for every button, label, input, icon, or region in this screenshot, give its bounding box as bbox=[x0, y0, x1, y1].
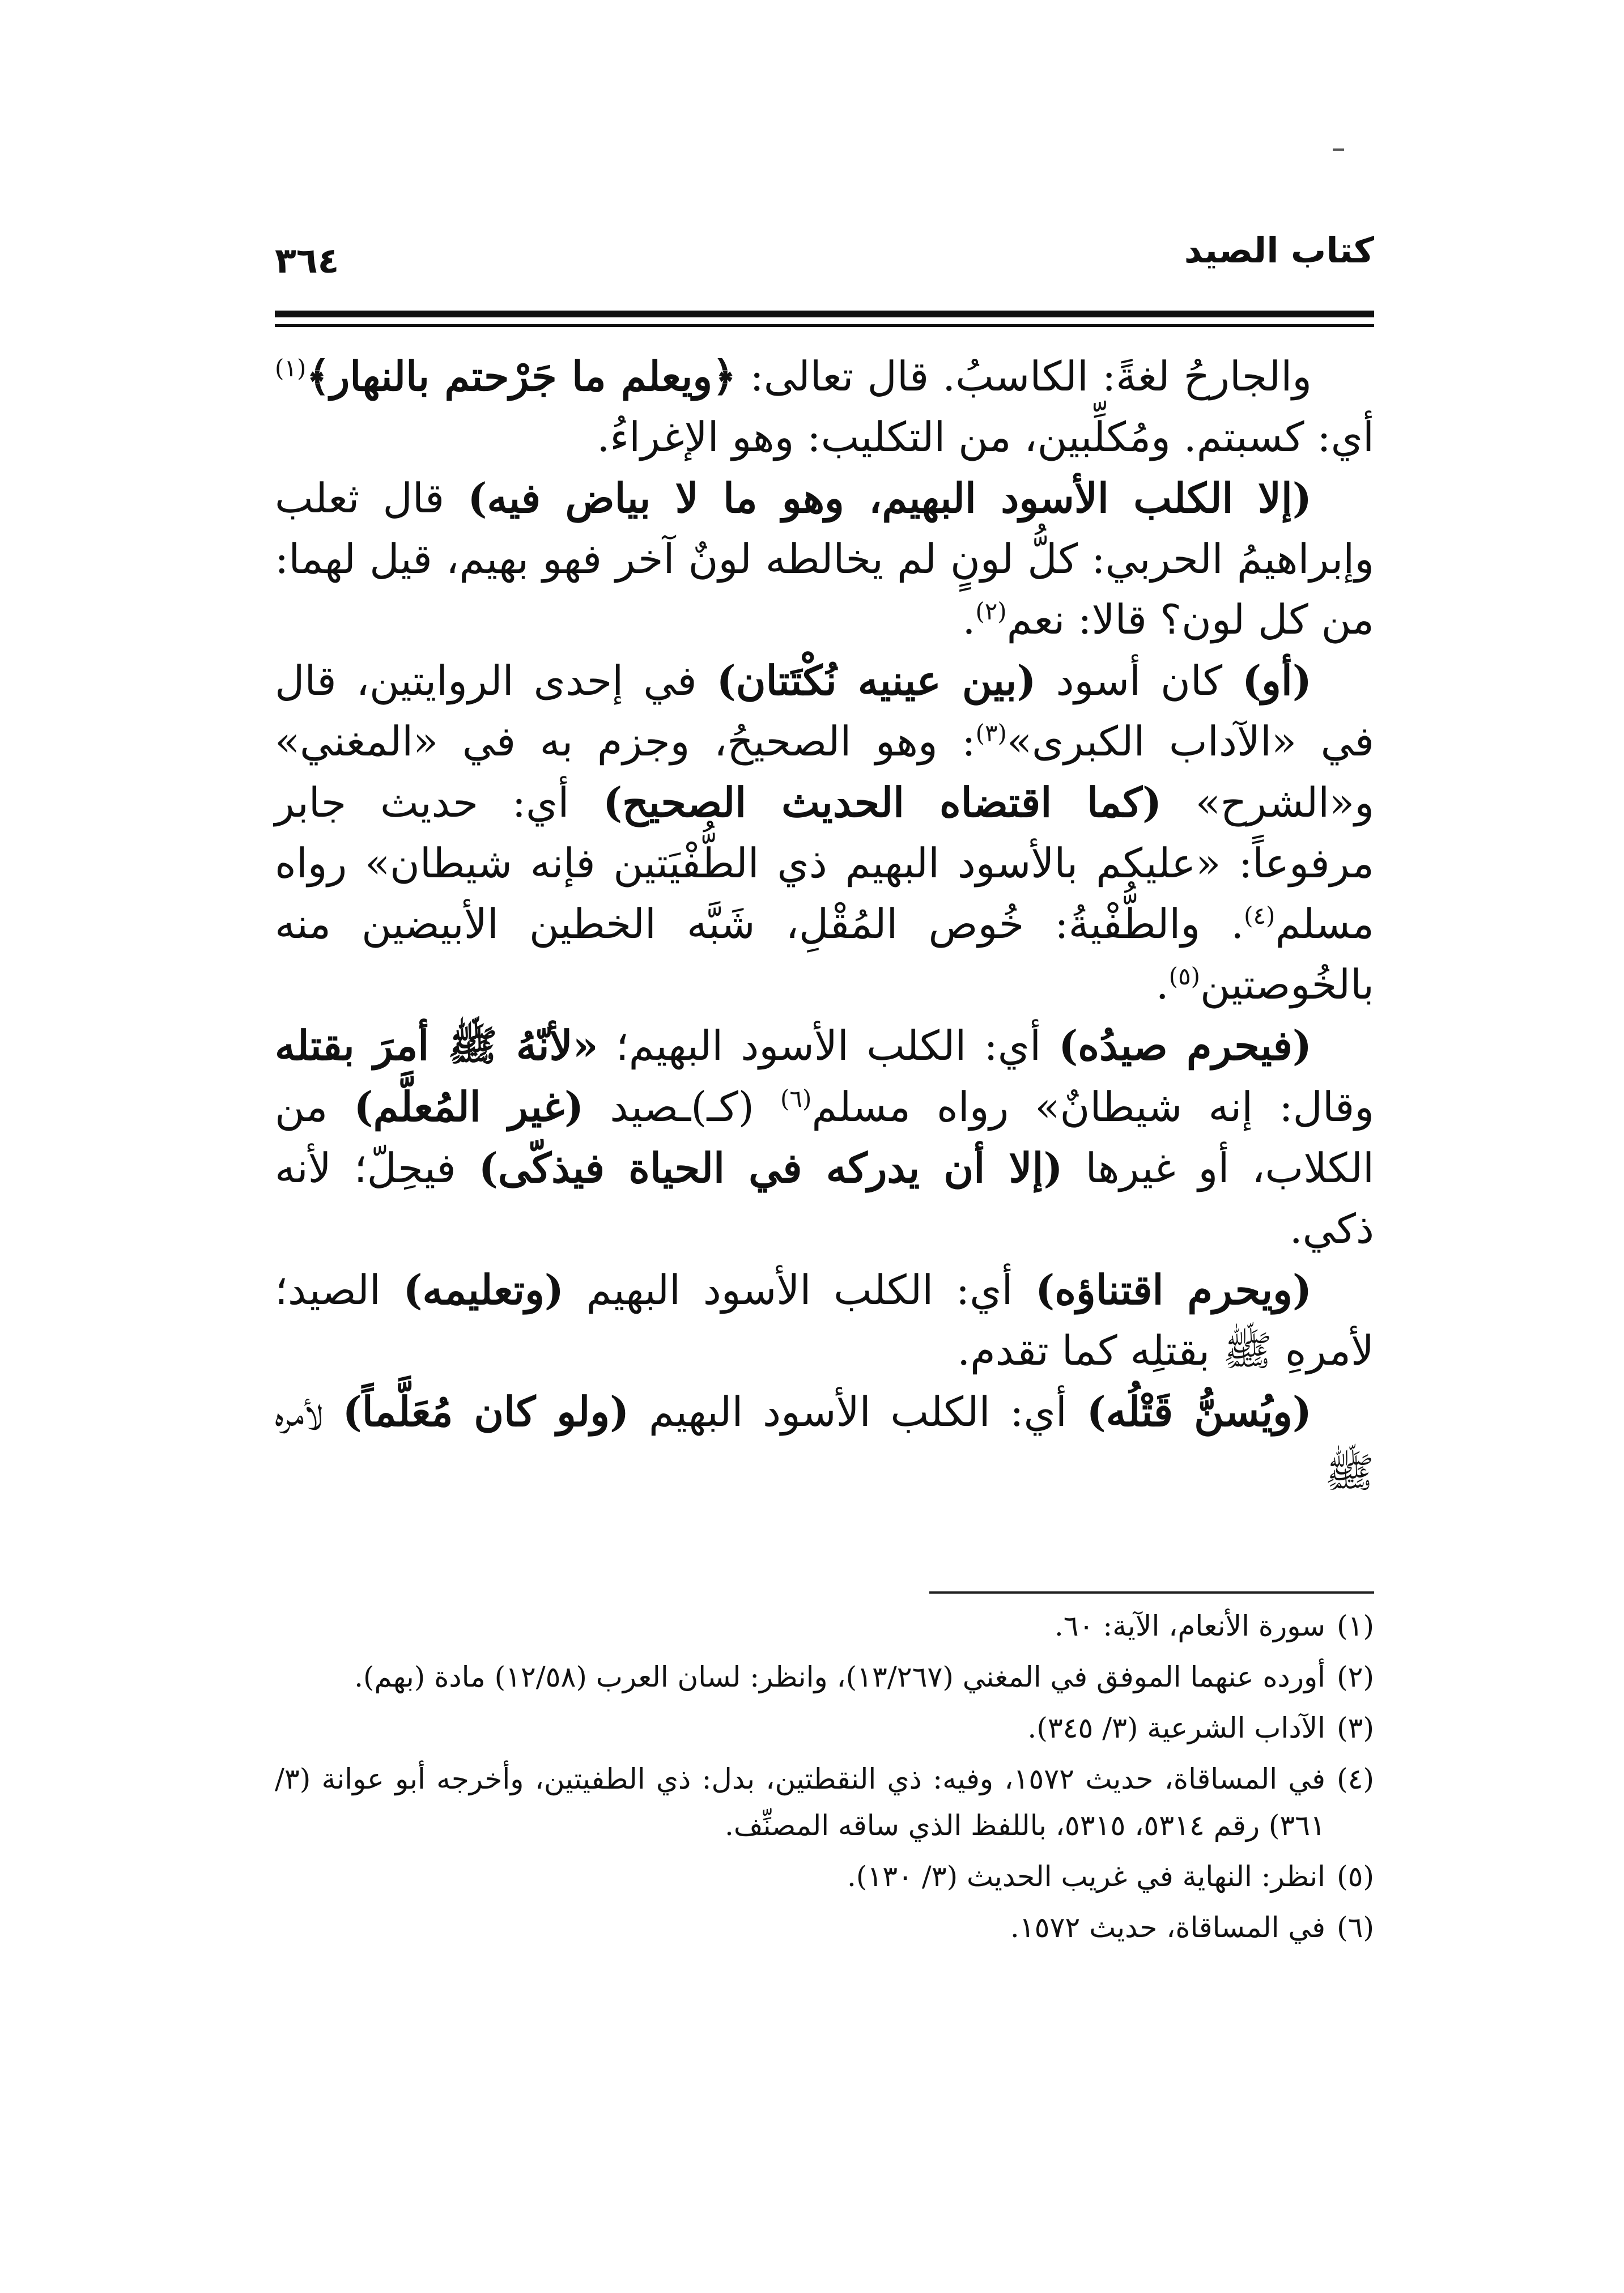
footnote-number: (١) bbox=[1337, 1610, 1374, 1642]
header-rule-thin bbox=[275, 324, 1374, 327]
header-rule-thick bbox=[275, 311, 1374, 317]
footnote bbox=[275, 1603, 1374, 1649]
text-run: وقال: إنه شيطانٌ» رواه مسلم bbox=[811, 1083, 1375, 1131]
text-run: أي: كسبتم. ومُكلِّبين، من التكليب: وهو الإغراءُ. bbox=[597, 413, 1374, 461]
footnote-text: في المساقاة، حديث ١٥٧٢. bbox=[1010, 1911, 1325, 1944]
bold-text-run: (ولو كان مُعَلَّماً) bbox=[342, 1387, 630, 1436]
page-header bbox=[275, 230, 1374, 315]
footnote-number: (٣) bbox=[1337, 1712, 1374, 1744]
page-number: ٣٦٤ bbox=[275, 240, 339, 281]
footnote bbox=[275, 1654, 1374, 1700]
footnote-text: في المساقاة، حديث ١٥٧٢، وفيه: ذي النقطتين، بدل: ذي الطفيتين، وأخرجه أبو عوانة (٣/ ٣٦١) رقم ٥٣١٤، ٥٣١٥، باللفظ الذي ساقه المصنِّف. bbox=[275, 1763, 1325, 1842]
paragraph bbox=[275, 650, 1374, 1015]
text-run: والجارحُ لغةً: الكاسبُ. قال تعالى: bbox=[736, 353, 1312, 400]
text-run: لأمره ﷺ bbox=[275, 1388, 1374, 1496]
corner-mark bbox=[1333, 148, 1344, 151]
paragraph bbox=[275, 1259, 1374, 1381]
bold-text-run: (إلا الكلب الأسود البهيم، وهو ما لا بياض فيه) bbox=[467, 474, 1312, 522]
text-run: أي: حديث جابر مرفوعاً: «عليكم بالأسود البهيم ذي الطُّفْيَتين فإنه شيطان» رواه مسلم bbox=[275, 779, 1374, 948]
text-run: الصيد؛ لأمرهِ ﷺ بقتلِه كما تقدم. bbox=[275, 1266, 1374, 1374]
footnote-ref: (٦) bbox=[780, 1085, 812, 1112]
text-run: أي: الكلب الأسود البهيم؛ bbox=[598, 1022, 1059, 1069]
footnote-number: (٦) bbox=[1337, 1911, 1374, 1944]
footnote bbox=[275, 1756, 1374, 1849]
bold-text-run: (كما اقتضاه الحديث الصحيح) bbox=[603, 778, 1162, 826]
paragraph bbox=[275, 1015, 1374, 1259]
paragraph bbox=[275, 468, 1374, 650]
bold-text-run: (فيحرم صيدُه) bbox=[1058, 1021, 1312, 1069]
footnote-text: انظر: النهاية في غريب الحديث (٣/ ١٣٠). bbox=[847, 1860, 1325, 1893]
bold-text-run: ﴿ويعلم ما جَرْحتم بالنهار﴾ bbox=[306, 352, 737, 400]
footnote-text: سورة الأنعام، الآية: ٦٠. bbox=[1054, 1610, 1325, 1642]
text-run: أي: الكلب الأسود البهيم bbox=[629, 1388, 1087, 1436]
paragraph bbox=[275, 346, 1374, 468]
text-run: : وهو الصحيحُ، وجزم به في «المغني» و«الشرح» bbox=[275, 717, 1374, 826]
bold-text-run: (ويحرم اقتناؤه) bbox=[1035, 1266, 1312, 1314]
text-run: (كـ)ـصيد bbox=[584, 1083, 780, 1131]
bold-text-run: (وتعليمه) bbox=[403, 1266, 564, 1314]
footnote-number: (٥) bbox=[1337, 1860, 1374, 1893]
text-run: في إحدى الروايتين، قال في «الآداب الكبرى» bbox=[275, 657, 1374, 765]
bold-text-run: (بين عينيه نُكْتَتان) bbox=[716, 656, 1036, 704]
footnote-ref: (٢) bbox=[975, 597, 1007, 625]
footnote-number: (٢) bbox=[1337, 1661, 1374, 1693]
text-run: كان أسود bbox=[1036, 657, 1243, 704]
footnote-ref: (٥) bbox=[1168, 962, 1201, 990]
text-run: فيحِلّ؛ لأنه ذكي. bbox=[275, 1144, 1374, 1252]
footnotes bbox=[275, 1603, 1374, 1955]
bold-text-run: «لأنّهُ ﷺ أمرَ بقتله bbox=[275, 1021, 598, 1069]
footnote-ref: (٤) bbox=[1244, 902, 1276, 929]
bold-text-run: (أو) bbox=[1242, 656, 1312, 704]
footnote-number: (٤) bbox=[1337, 1763, 1374, 1795]
footnote bbox=[275, 1904, 1374, 1951]
footnote-ref: (٣) bbox=[975, 719, 1007, 747]
bold-text-run: (إلا أن يدركه في الحياة فيذكّى) bbox=[478, 1144, 1063, 1192]
footnote-ref: (١) bbox=[275, 354, 307, 382]
footnote-text: أورده عنهما الموفق في المغني (١٣/٢٦٧)، وانظر: لسان العرب (١٢/٥٨) مادة (بهم). bbox=[354, 1661, 1325, 1693]
text-run: . bbox=[1155, 961, 1169, 1008]
footnote-text: الآداب الشرعية (٣/ ٣٤٥). bbox=[1027, 1712, 1325, 1744]
running-title: كتاب الصيد bbox=[1184, 230, 1374, 271]
bold-text-run: (ويُسنُّ قَتْلُه) bbox=[1086, 1387, 1312, 1436]
text-run: . bbox=[962, 596, 976, 643]
main-text bbox=[275, 346, 1374, 1503]
bold-text-run: (غير المُعلَّم) bbox=[354, 1082, 584, 1131]
text-run: أي: الكلب الأسود البهيم bbox=[563, 1266, 1036, 1314]
text-run: قال ثعلب وإبراهيمُ الحربي: كلُّ لونٍ لم يخالطه لونٌ آخر فهو بهيم، قيل لهما: من كل لون؟ قالا: نعم bbox=[275, 474, 1375, 643]
footnote bbox=[275, 1705, 1374, 1751]
paragraph bbox=[275, 1381, 1374, 1503]
text-run: من الكلاب، أو غيرها bbox=[275, 1083, 1374, 1192]
text-run: . والطُّفْيةُ: خُوص المُقْلِ، شَبَّه الخطين الأبيضين منه بالخُوصتين bbox=[275, 900, 1374, 1008]
footnote bbox=[275, 1853, 1374, 1900]
footnote-separator bbox=[929, 1591, 1374, 1594]
